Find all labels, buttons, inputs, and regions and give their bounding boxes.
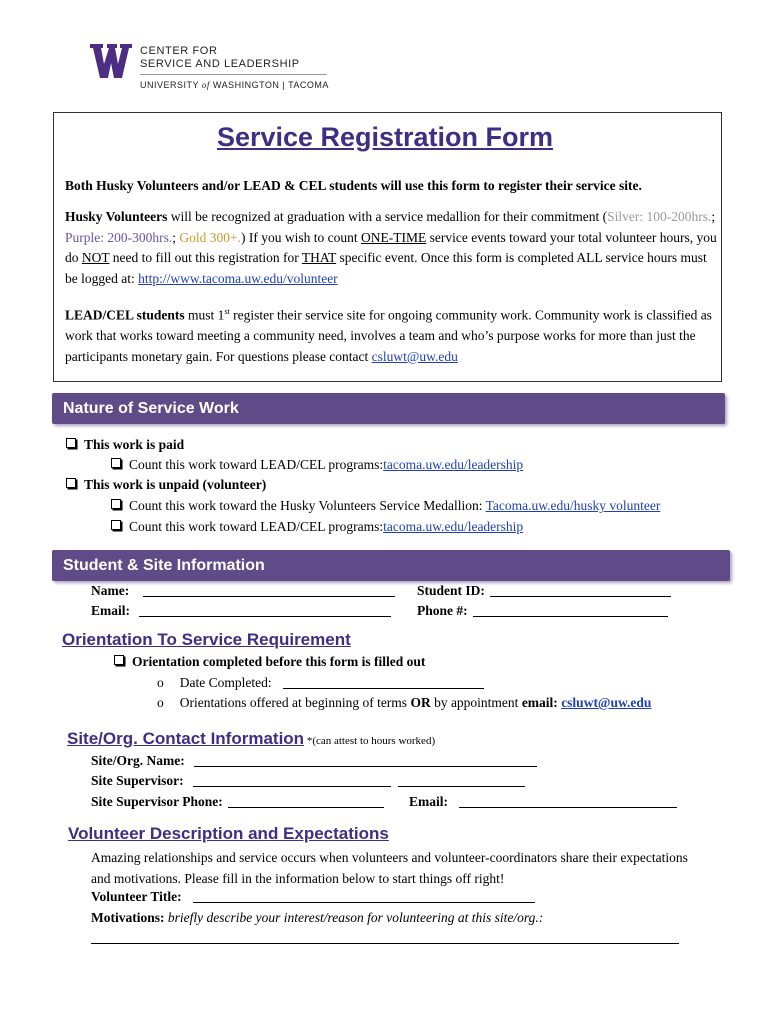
contact-email-link[interactable]: csluwt@uw.edu — [371, 348, 458, 364]
hv-text-3: service events toward your total volunteer hours, you do — [65, 229, 717, 265]
student-id-field[interactable] — [417, 583, 671, 599]
name-line[interactable] — [143, 584, 395, 597]
date-completed-label: Date Completed: — [179, 675, 272, 690]
lc-sup: st — [224, 307, 230, 316]
bullet: o — [157, 675, 164, 690]
university-name — [140, 80, 329, 90]
lc-label: LEAD/CEL students — [65, 307, 185, 323]
offered-text-2: by appointment — [430, 695, 522, 710]
orientation-offered — [157, 695, 651, 711]
motivations-field — [91, 910, 543, 926]
leadership-link-2[interactable]: tacoma.uw.edu/leadership — [383, 519, 524, 534]
silver-tier: Silver: 100-200hrs. — [607, 209, 712, 224]
phone-line[interactable] — [473, 604, 668, 617]
not-text: NOT — [81, 250, 110, 265]
unpaid-leadcel-label: Count this work toward LEAD/CEL programs: — [129, 519, 384, 534]
hv-sep-2: ; — [172, 229, 180, 245]
student-id-line[interactable] — [490, 584, 671, 597]
supervisor-phone-line[interactable] — [228, 795, 384, 808]
org-line-2: SERVICE AND LEADERSHIP — [140, 58, 300, 70]
student-id-label: Student ID: — [417, 583, 485, 598]
form-title: Service Registration Form — [216, 122, 554, 152]
org-name-field[interactable] — [91, 753, 537, 769]
lc-text-2: register their service site for ongoing community work. Community work is classified as work that works toward meeting a community need, involves a team and who’s purpose works for more than just the participants monetary gain. For questions please contact — [65, 307, 712, 364]
husky-volunteer-link[interactable]: Tacoma.uw.edu/husky volunteer — [485, 498, 661, 513]
site-heading — [67, 729, 435, 749]
email-label: Email: — [91, 603, 130, 618]
paid-leadcel-option[interactable] — [111, 457, 523, 473]
orientation-email-link[interactable]: csluwt@uw.edu — [561, 695, 652, 710]
org-name-label: Site/Org. Name: — [91, 753, 185, 768]
hv-text-1: will be recognized at graduation with a service medallion for their commitment ( — [167, 209, 608, 224]
student-band — [52, 550, 730, 581]
volunteer-description: Amazing relationships and service occurs when volunteers and volunteer-coordinators share their expectations and motivations. Please fill in the information below to start things off right! — [91, 850, 688, 886]
phone-field[interactable] — [417, 603, 668, 619]
site-email-line[interactable] — [459, 795, 677, 808]
logo-divider — [140, 74, 327, 75]
nature-band-title: Nature of Service Work — [63, 400, 239, 417]
hv-text-5: specific event. Once this form is completed ALL service hours must be logged at: — [65, 250, 707, 286]
site-email-label: Email: — [409, 794, 448, 809]
site-title: Site/Org. Contact Information — [67, 729, 305, 748]
unpaid-medallion-option[interactable] — [111, 498, 660, 514]
university-campus: WASHINGTON | TACOMA — [212, 80, 329, 90]
offered-or: OR — [410, 695, 431, 710]
purple-tier: Purple: 200-300hrs. — [65, 229, 173, 245]
site-note: *(can attest to hours worked) — [304, 735, 436, 747]
supervisor-phone-field[interactable] — [91, 794, 384, 810]
supervisor-label: Site Supervisor: — [91, 773, 184, 788]
hv-label: Husky Volunteers — [65, 209, 168, 224]
husky-volunteers-paragraph — [65, 207, 717, 289]
bullet: o — [157, 695, 164, 710]
org-name — [140, 45, 300, 71]
lead-sentence-text: Both Husky Volunteers and/or LEAD & CEL students will use this form to register their service site. — [65, 178, 642, 193]
checkbox-icon[interactable] — [111, 520, 121, 530]
offered-email-label: email: — [521, 695, 562, 710]
site-email-field[interactable] — [409, 794, 677, 810]
uw-w-logo — [90, 44, 132, 78]
supervisor-phone-label: Site Supervisor Phone: — [91, 794, 223, 809]
leadership-link[interactable]: tacoma.uw.edu/leadership — [383, 457, 524, 472]
hv-text-4: need to fill out this registration for — [109, 250, 302, 265]
unpaid-leadcel-option[interactable] — [111, 519, 523, 535]
checkbox-icon[interactable] — [66, 438, 76, 448]
paid-leadcel-label: Count this work toward LEAD/CEL programs: — [129, 457, 384, 472]
motivations-label: Motivations: — [91, 910, 165, 925]
university-of: of — [201, 80, 210, 90]
unpaid-option[interactable] — [66, 477, 266, 493]
that-text: THAT — [301, 250, 337, 265]
email-field[interactable] — [91, 603, 391, 619]
lead-sentence — [65, 176, 717, 197]
paid-option[interactable] — [66, 437, 184, 453]
volunteer-title: Volunteer Description and Expectations — [68, 824, 389, 843]
supervisor-line[interactable] — [193, 774, 391, 787]
university-word: UNIVERSITY — [140, 80, 199, 90]
checkbox-icon[interactable] — [111, 499, 121, 509]
email-line[interactable] — [139, 604, 391, 617]
name-field[interactable] — [91, 583, 395, 599]
checkbox-icon[interactable] — [66, 478, 76, 488]
org-name-line[interactable] — [194, 754, 537, 767]
student-band-title: Student & Site Information — [63, 557, 265, 574]
orientation-completed-option[interactable] — [114, 654, 425, 670]
unpaid-label: This work is unpaid (volunteer) — [84, 477, 267, 492]
volunteer-link[interactable]: http://www.tacoma.uw.edu/volunteer — [138, 270, 338, 286]
supervisor-field[interactable] — [91, 773, 525, 789]
one-time-text: ONE-TIME — [361, 229, 427, 245]
checkbox-icon[interactable] — [111, 458, 121, 468]
paid-label: This work is paid — [84, 437, 185, 452]
supervisor-line-2[interactable] — [398, 774, 525, 787]
phone-label: Phone #: — [417, 603, 468, 618]
lc-text-1: must 1 — [184, 307, 225, 323]
nature-band — [52, 393, 725, 424]
motivations-line[interactable] — [91, 932, 679, 944]
motivations-hint: briefly describe your interest/reason for volunteering at this site/org.: — [164, 910, 544, 925]
orientation-title: Orientation To Service Requirement — [62, 630, 351, 649]
org-line-1: CENTER FOR — [140, 45, 218, 57]
hv-text-2: ) If you wish to count — [241, 229, 361, 245]
name-label: Name: — [91, 583, 130, 598]
date-completed-field[interactable] — [157, 675, 484, 691]
lead-cel-paragraph — [65, 302, 717, 367]
hv-sep-1: ; — [711, 209, 716, 224]
offered-text-1: Orientations offered at beginning of terms — [179, 695, 411, 710]
volunteer-title-line[interactable] — [193, 890, 535, 903]
volunteer-title-label: Volunteer Title: — [91, 889, 182, 904]
date-completed-line[interactable] — [283, 676, 484, 689]
volunteer-title-field[interactable] — [91, 889, 535, 905]
gold-tier: Gold 300+. — [179, 229, 242, 245]
unpaid-medallion-label: Count this work toward the Husky Volunteers Service Medallion: — [129, 498, 486, 513]
checkbox-icon[interactable] — [114, 655, 124, 665]
orientation-completed-label: Orientation completed before this form is filled out — [132, 654, 426, 669]
